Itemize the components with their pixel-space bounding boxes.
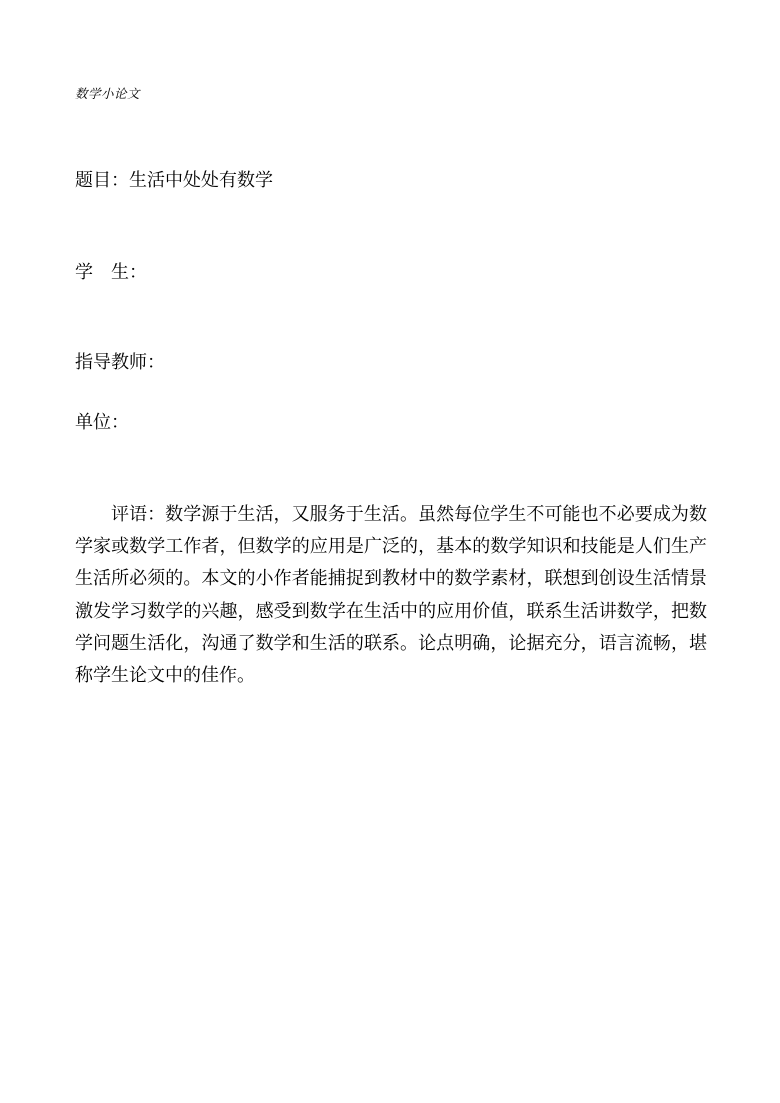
- title-label: 题目：: [75, 170, 129, 191]
- advisor-line: [75, 351, 165, 375]
- header-note: 数学小论文: [75, 86, 141, 101]
- student-label-part2: 生：: [111, 262, 147, 283]
- advisor-label: 指导教师：: [75, 352, 165, 373]
- title-line: [75, 169, 273, 193]
- review-paragraph: 评语：数学源于生活，又服务于生活。虽然每位学生不可能也不必要成为数学家或数学工作者，但数学的应用是广泛的，基本的数学知识和技能是人们生产生活所必须的。本文的小作者能捕捉到教材中的数学素材，联想到创设生活情景激发学习数学的兴趣，感受到数学在生活中的应用价值，联系生活讲数学，把数学问题生活化，沟通了数学和生活的联系。论点明确，论据充分，语言流畅，堪称学生论文中的佳作。: [75, 504, 707, 687]
- student-label-part1: 学: [75, 262, 93, 283]
- title-value: 生活中处处有数学: [129, 170, 273, 191]
- unit-label: 单位：: [75, 412, 129, 433]
- unit-line: [75, 411, 129, 435]
- student-line: [75, 261, 147, 285]
